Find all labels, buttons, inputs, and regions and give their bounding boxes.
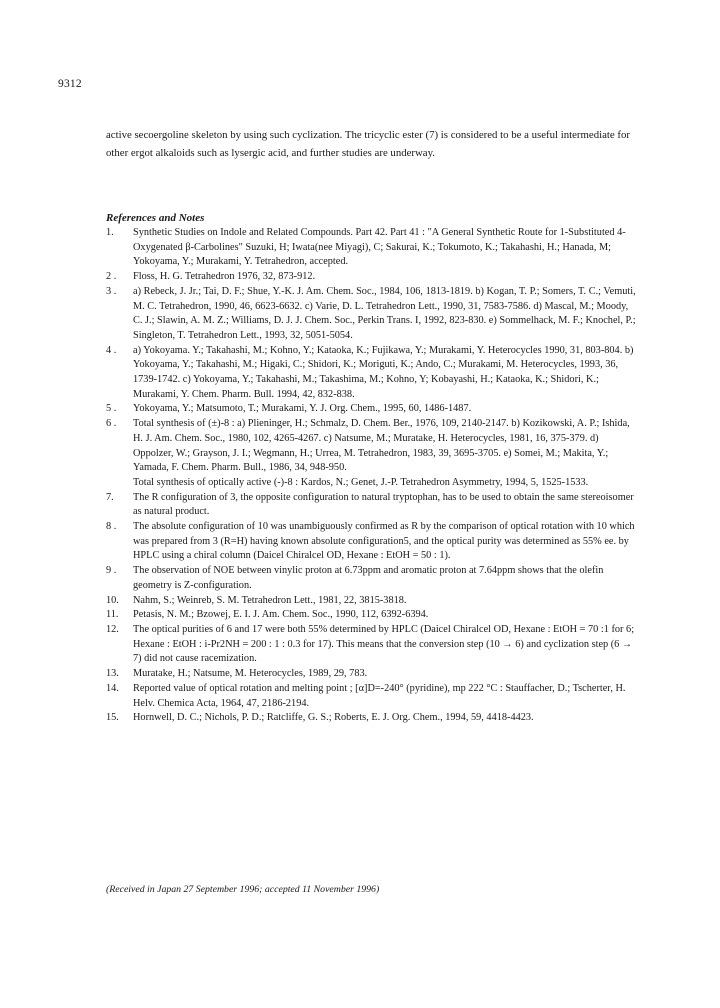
- reference-item: [106, 491, 636, 520]
- reference-text: The optical purities of 6 and 17 were both 55% determined by HPLC (Daicel Chiralcel OD, Hexane : EtOH = 70 :1 for 6; Hexane : EtOH : i-Pr2NH = 200 : 1 : 0.3 for 17). This means that the conversion step (10 → 6) and cyclization step (6 → 7) did not cause racemization.: [133, 623, 635, 665]
- reference-number: 4 .: [106, 344, 117, 356]
- reference-item: [106, 564, 636, 593]
- reference-text: The absolute configuration of 10 was unambiguously confirmed as R by the comparison of optical rotation with 10 which was prepared from 3 (R=H) having known absolute configuration5, and the optical purity was determined as 55% ee. by HPLC using a chiral column (Daicel Chiralcel OD, Hexane : EtOH = 50 : 1).: [133, 521, 635, 562]
- reference-item: [106, 476, 636, 491]
- reference-number: 11.: [106, 609, 119, 621]
- reference-number: 10.: [106, 594, 119, 606]
- references-list: [106, 226, 636, 726]
- reference-item: [106, 711, 636, 726]
- intro-paragraph: active secoergoline skeleton by using such cyclization. The tricyclic ester (7) is considered to be a useful intermediate for other ergot alkaloids such as lysergic acid, and further studies are underway.: [106, 129, 630, 159]
- reference-number: 14.: [106, 682, 119, 694]
- reference-number: 6 .: [106, 418, 117, 430]
- references-title: References and Notes: [106, 212, 205, 224]
- reference-text: The observation of NOE between vinylic proton at 6.73ppm and aromatic proton at 7.64ppm shows that the olefin geometry is Z-configuration.: [133, 565, 604, 591]
- reference-text: The R configuration of 3, the opposite configuration to natural tryptophan, has to be used to obtain the same stereoisomer as natural product.: [133, 491, 634, 518]
- reference-number: 1.: [106, 227, 114, 238]
- reference-item: [106, 270, 636, 285]
- reference-text: Petasis, N. M.; Bzowej, E. I. J. Am. Chem. Soc., 1990, 112, 6392-6394.: [133, 609, 429, 621]
- reference-text: Floss, H. G. Tetrahedron 1976, 32, 873-912.: [133, 271, 316, 283]
- reference-number: 9 .: [106, 565, 117, 577]
- reference-number: 15.: [106, 712, 119, 724]
- reference-item: [106, 594, 636, 609]
- reference-text: Nahm, S.; Weinreb, S. M. Tetrahedron Lett., 1981, 22, 3815-3818.: [133, 594, 407, 606]
- reference-number: 5 .: [106, 403, 117, 415]
- reference-number: 3 .: [106, 285, 117, 297]
- reference-number: [106, 476, 133, 491]
- reference-number: 12.: [106, 623, 119, 635]
- reference-text: Yokoyama, Y.; Matsumoto, T.; Murakami, Y. J. Org. Chem., 1995, 60, 1486-1487.: [133, 403, 472, 415]
- reference-text: a) Yokoyama. Y.; Takahashi, M.; Kohno, Y.; Kataoka, K.; Fujikawa, Y.; Murakami, Y. Heterocycles 1990, 31, 803-804. b) Yokoyama, Y.; Takahashi, M.; Higaki, C.; Shidori, K.; Moriguti, K.; Ando, C.; Murakami, M. Heterocycles, 1993, 36, 1739-1742. c) Yokoyama, Y.; Takahashi, M.; Takashima, M.; Kohno, Y; Kobayashi, H.; Kataoka, K.; Shidori, K.; Murakami, Y. Chem. Pharm. Bull. 1994, 42, 832-838.: [133, 344, 634, 400]
- reference-item: [106, 623, 636, 667]
- reference-item: [106, 226, 636, 270]
- reference-text: Reported value of optical rotation and melting point ; [α]D=-240° (pyridine), mp 222 °C : Stauffacher, D.; Tscherter, H. Helv. Chemica Acta, 1964, 47, 2186-2194.: [133, 682, 626, 709]
- reference-item: [106, 682, 636, 711]
- reference-item: [106, 667, 636, 682]
- reference-item: [106, 520, 636, 564]
- reference-text: Synthetic Studies on Indole and Related Compounds. Part 42. Part 41 : "A General Synthetic Route for 1-Substituted 4-Oxygenated β-Carbolines" Suzuki, H; Iwata(nee Miyagi), C; Sakurai, K.; Tokumoto, K.; Takahashi, H.; Hanada, M; Yokoyama, Y.; Murakami, Y. Tetrahedron, accepted.: [133, 227, 626, 268]
- reference-text: a) Rebeck, J. Jr.; Tai, D. F.; Shue, Y.-K. J. Am. Chem. Soc., 1984, 106, 1813-1819. b) Kogan, T. P.; Somers, T. C.; Vemuti, M. C. Tetrahedron, 1990, 46, 6623-6632. c) Varie, D. L. Tetrahedron Lett., 1990, 31, 7583-7586. d) Mascal, M.; Moody, C. J.; Slawin, A. M. Z.; Williams, D. J. J. Chem. Soc., Perkin Trans. I, 1992, 823-830. e) Sommelhack, M. F.; Knochel, P.; Singleton, T. Tetrahedron Lett., 1993, 32, 5051-5054.: [133, 285, 636, 341]
- reference-number: 8 .: [106, 521, 117, 533]
- reference-text: Hornwell, D. C.; Nichols, P. D.; Ratcliffe, G. S.; Roberts, E. J. Org. Chem., 1994, 59, 4418-4423.: [133, 712, 534, 724]
- reference-number: 2 .: [106, 271, 117, 283]
- reference-number: 7.: [106, 491, 114, 503]
- reference-item: [106, 417, 636, 476]
- reference-item: [106, 402, 636, 417]
- reference-item: [106, 344, 636, 403]
- page-number: 9312: [58, 78, 82, 90]
- reference-text: Muratake, H.; Natsume, M. Heterocycles, 1989, 29, 783.: [133, 668, 368, 680]
- reference-text: Total synthesis of (±)-8 : a) Plieninger, H.; Schmalz, D. Chem. Ber., 1976, 109, 2140-2147. b) Kozikowski, A. P.; Ishida, H. J. Am. Chem. Soc., 1980, 102, 4265-4267. c) Natsume, M.; Muratake, H. Heterocycles, 1981, 16, 375-379. d) Oppolzer, W.; Grayson, J. I.; Wegmann, H.; Urrea, M. Tetrahedron, 1983, 39, 3695-3705. e) Somei, M.; Makita, Y.; Yamada, F. Chem. Pharm. Bull., 1986, 34, 948-950.: [133, 418, 630, 474]
- reference-item: [106, 285, 636, 344]
- received-note: (Received in Japan 27 September 1996; accepted 11 November 1996): [106, 884, 380, 895]
- reference-text: Total synthesis of optically active (-)-8 : Kardos, N.; Genet, J.-P. Tetrahedron Asymmetry, 1994, 5, 1525-1533.: [133, 476, 589, 488]
- reference-item: [106, 608, 636, 623]
- reference-number: 13.: [106, 668, 119, 680]
